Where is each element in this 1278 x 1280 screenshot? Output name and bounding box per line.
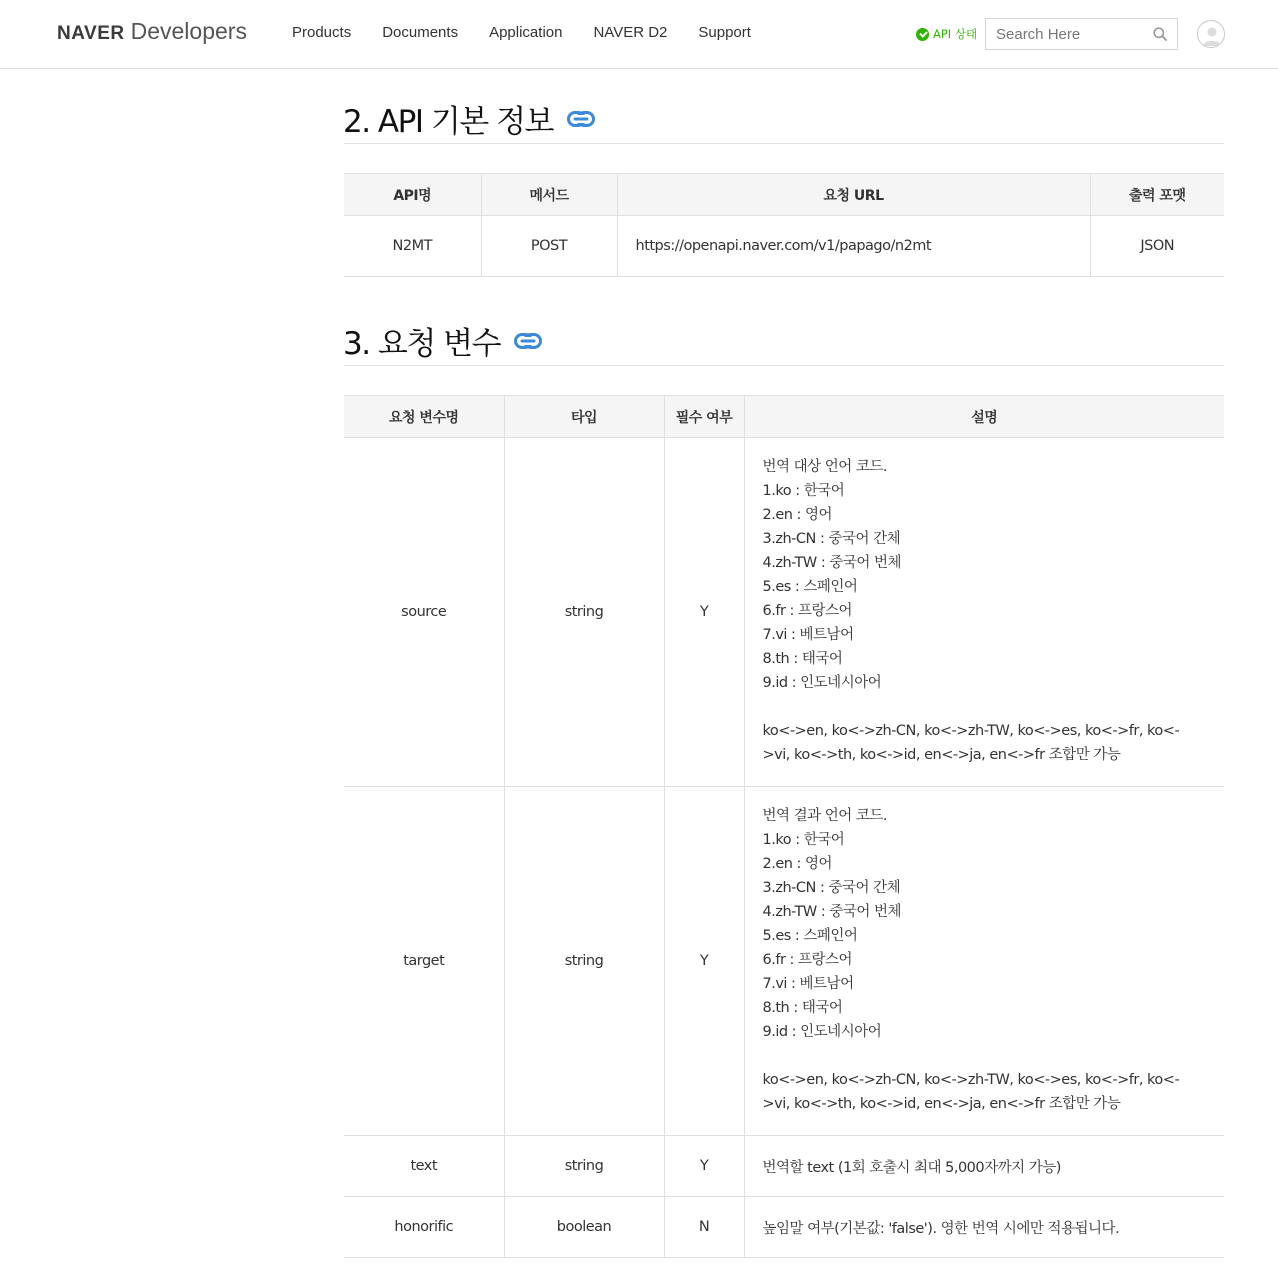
table-row	[344, 1136, 1224, 1197]
check-circle-icon	[916, 28, 929, 41]
col-header-api-name: API명	[344, 174, 481, 216]
table-row	[344, 1197, 1224, 1258]
section-divider	[344, 143, 1224, 144]
cell-required: Y	[664, 438, 744, 787]
cell-description: 번역 대상 언어 코드. 1.ko : 한국어 2.en : 영어 3.zh-CN : 중국어 간체 4.zh-TW : 중국어 번체 5.es : 스페인어 6.fr : 프랑스어 7.vi : 베트남어 8.th : 태국어 9.id : 인도네시아어 ko<->en, ko<->zh-CN, ko<->zh-TW, ko<->es, ko<->fr, ko<->vi, ko<->th, ko<->id, en<->ja, en<->fr 조합만 가능	[744, 438, 1224, 787]
search-input[interactable]	[986, 19, 1146, 49]
section-api-basic-info-title	[343, 96, 595, 141]
col-header-request-url: 요청 URL	[617, 174, 1090, 216]
cell-param-name: target	[344, 787, 504, 1136]
api-basic-info-table	[344, 173, 1224, 277]
cell-description: 번역 결과 언어 코드. 1.ko : 한국어 2.en : 영어 3.zh-CN : 중국어 간체 4.zh-TW : 중국어 번체 5.es : 스페인어 6.fr : 프랑스어 7.vi : 베트남어 8.th : 태국어 9.id : 인도네시아어 ko<->en, ko<->zh-CN, ko<->zh-TW, ko<->es, ko<->fr, ko<->vi, ko<->th, ko<->id, en<->ja, en<->fr 조합만 가능	[744, 787, 1224, 1136]
table-header-row	[344, 396, 1224, 438]
table-row	[344, 216, 1224, 277]
search-icon[interactable]	[1153, 27, 1167, 41]
cell-required: N	[664, 1197, 744, 1258]
top-header	[0, 0, 1278, 69]
nav-naver-d2[interactable]: NAVER D2	[593, 24, 668, 41]
cell-api-name: N2MT	[344, 216, 481, 277]
api-status-label: API 상태	[933, 27, 978, 41]
cell-description: 높임말 여부(기본값: 'false'). 영한 번역 시에만 적용됩니다.	[744, 1197, 1224, 1258]
cell-output-format: JSON	[1090, 216, 1224, 277]
user-icon	[1198, 21, 1225, 48]
user-avatar[interactable]	[1197, 20, 1225, 48]
table-row	[344, 438, 1224, 787]
col-header-required: 필수 여부	[664, 396, 744, 438]
cell-required: Y	[664, 1136, 744, 1197]
search-box	[985, 18, 1178, 50]
anchor-link-icon[interactable]	[567, 111, 595, 127]
nav-documents[interactable]: Documents	[382, 24, 459, 41]
nav-application[interactable]: Application	[489, 24, 563, 41]
cell-type: string	[504, 1136, 664, 1197]
table-header-row	[344, 174, 1224, 216]
table-row	[344, 787, 1224, 1136]
logo-naver-text: NAVER	[57, 23, 125, 44]
logo-developers-text: Developers	[130, 18, 247, 44]
cell-method: POST	[481, 216, 617, 277]
col-header-method: 메서드	[481, 174, 617, 216]
cell-type: boolean	[504, 1197, 664, 1258]
cell-required: Y	[664, 787, 744, 1136]
cell-param-name: source	[344, 438, 504, 787]
page-section-heading: 2. API 기본 정보	[343, 104, 553, 140]
naver-developers-logo[interactable]	[57, 18, 247, 48]
cell-param-name: text	[344, 1136, 504, 1197]
anchor-link-icon[interactable]	[514, 333, 542, 349]
request-params-table	[344, 395, 1224, 1258]
col-header-type: 타입	[504, 396, 664, 438]
col-header-param-name: 요청 변수명	[344, 396, 504, 438]
main-nav	[292, 24, 751, 41]
cell-type: string	[504, 438, 664, 787]
cell-type: string	[504, 787, 664, 1136]
nav-products[interactable]: Products	[292, 24, 352, 41]
nav-support[interactable]: Support	[698, 24, 751, 41]
page-section-heading: 3. 요청 변수	[343, 326, 501, 362]
cell-description: 번역할 text (1회 호출시 최대 5,000자까지 가능)	[744, 1136, 1224, 1197]
col-header-description: 설명	[744, 396, 1224, 438]
section-divider	[344, 365, 1224, 366]
api-status-link[interactable]	[916, 26, 977, 42]
cell-request-url: https://openapi.naver.com/v1/papago/n2mt	[617, 216, 1090, 277]
col-header-output-format: 출력 포맷	[1090, 174, 1224, 216]
section-request-params-title	[343, 318, 542, 363]
cell-param-name: honorific	[344, 1197, 504, 1258]
